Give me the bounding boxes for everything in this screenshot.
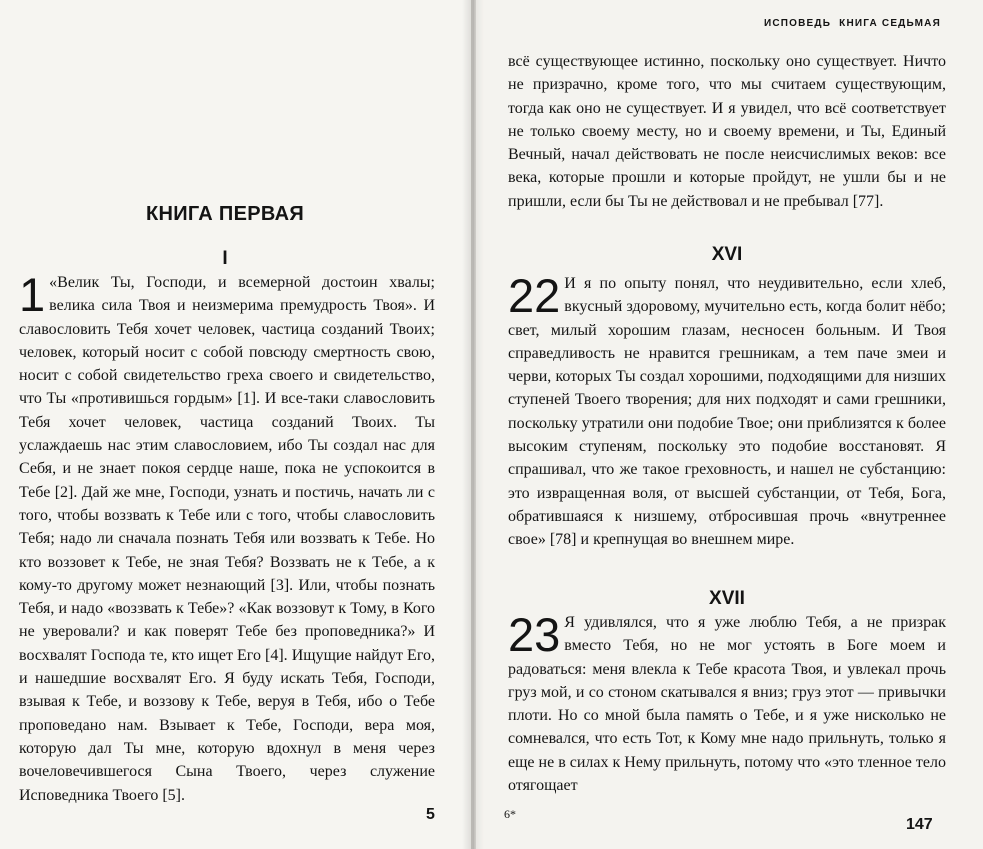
running-head-book: КНИГА СЕДЬМАЯ xyxy=(839,18,941,29)
page-number-right: 147 xyxy=(906,816,933,833)
running-head xyxy=(764,18,941,29)
verse-23-text: Я удивлялся, что я уже люблю Тебя, а не призрак вместо Тебя, но не мог устоять в Боге моем и радоваться: меня влекла к Тебе красота Твоя, и увлекал прочь груз мой, и со стоном скатывался я вниз; груз этот — привычки плоти. Но со мной была память о Тебе, и я уже нисколько не сомневался, что есть Тот, к Кому мне надо прильнуть, только я еще не в силах к Нему прильнуть, потому что «это тленное тело отягощает xyxy=(508,614,946,795)
chapter-heading-xvi: XVI xyxy=(711,244,743,265)
signature-mark: 6* xyxy=(504,807,516,821)
verse-22-text: И я по опыту понял, что неудивительно, если хлеб, вкусный здоровому, мучительно есть, когда болит нёбо; свет, милый хорошим глазам, несносен больным. И Твоя справедливость не нравится грешникам, а тем паче змеи и черви, которых Ты создал хорошими, подходящими для низших ступеней Твоего творения; для них подходят и сами грешники, поскольку утратили они подобие Твое; они приблизятся к более высоким ступеням, поскольку это подобие восстановят. Я спрашивал, что же такое греховность, и нашел не субстанцию: это извращенная воля, от высшей субстанции, от Тебя, Бога, обратившаяся к низшему, отбросившая прочь «внутреннее свое» [78] и крепнущая во внешнем мире. xyxy=(508,275,946,549)
verse-number-23: 23 xyxy=(508,608,561,661)
verse-23 xyxy=(508,608,946,797)
verse-1-text: «Велик Ты, Господи, и всемерной достоин хвалы; велика сила Твоя и неизмерима премудрость Твоя». И славословить Тебя хочет человек, частица созданий Твоих; человек, который носит с собой повсюду смертность свою, носит с собой свидетельство греха своего и свидетельство, что Ты «противишься гордым» [1]. И все-таки славословить Тебя хочет человек, частица созданий Твоих. Ты услаждаешь нас этим славословием, ибо Ты создал нас для Себя, и не знает покоя сердце наше, пока не успокоится в Тебе [2]. Дай же мне, Господи, узнать и постичь, начать ли с того, чтобы воззвать к Тебе или с того, чтобы славословить Тебя; надо ли сначала познать Тебя или воззвать к Тебе. Но кто воззовет к Тебе, не зная Тебя? Воззвать не к Тебе, а к кому-то другому может незнающий [3]. Или, чтобы познать Тебя, и надо «воззвать к Тебе»? «Как воззовут к Тому, в Кого не уверовали? и как поверят Тебе без проповедника?» И восхвалят Господа те, кто ищет Его [4]. Ищущие найдут Его, и нашедшие восхвалят Его. Я буду искать Тебя, Господи, взывая к Тебе, и воззову к Тебе, веруя в Тебя, ибо о Тебе проповедано нам. Взывает к Тебе, Господи, вера моя, которую дал Ты мне, которую вдохнул в меня через вочеловечившегося Сына Твоего, через служение Исповедника Твоего [5]. xyxy=(19,274,435,804)
book-title: КНИГА ПЕРВАЯ xyxy=(145,203,305,225)
opening-paragraph xyxy=(508,50,946,213)
verse-number-1: 1 xyxy=(19,268,46,321)
verse-22 xyxy=(508,269,946,552)
running-head-title: ИСПОВЕДЬ xyxy=(763,18,832,29)
chapter-heading-i: I xyxy=(222,248,228,269)
verse-number-22: 22 xyxy=(508,269,561,322)
opening-paragraph-text: всё существующее истинно, поскольку оно существует. Ничто не призрачно, кроме того, что мы считаем существующим, тогда как оно не существует. И я увидел, что всё соответствует не только своему месту, но и своему времени, и Ты, Единый Вечный, начал действовать не после неисчислимых веков: все века, которые прошли и которые пройдут, не ушли бы и не пришли, если бы Ты не действовал и не пребывал [77]. xyxy=(508,53,946,210)
right-page xyxy=(476,0,983,849)
chapter-heading-xvii: XVII xyxy=(709,588,745,609)
verse-1 xyxy=(19,268,435,807)
left-page xyxy=(0,0,472,849)
page-number-left: 5 xyxy=(426,806,435,823)
